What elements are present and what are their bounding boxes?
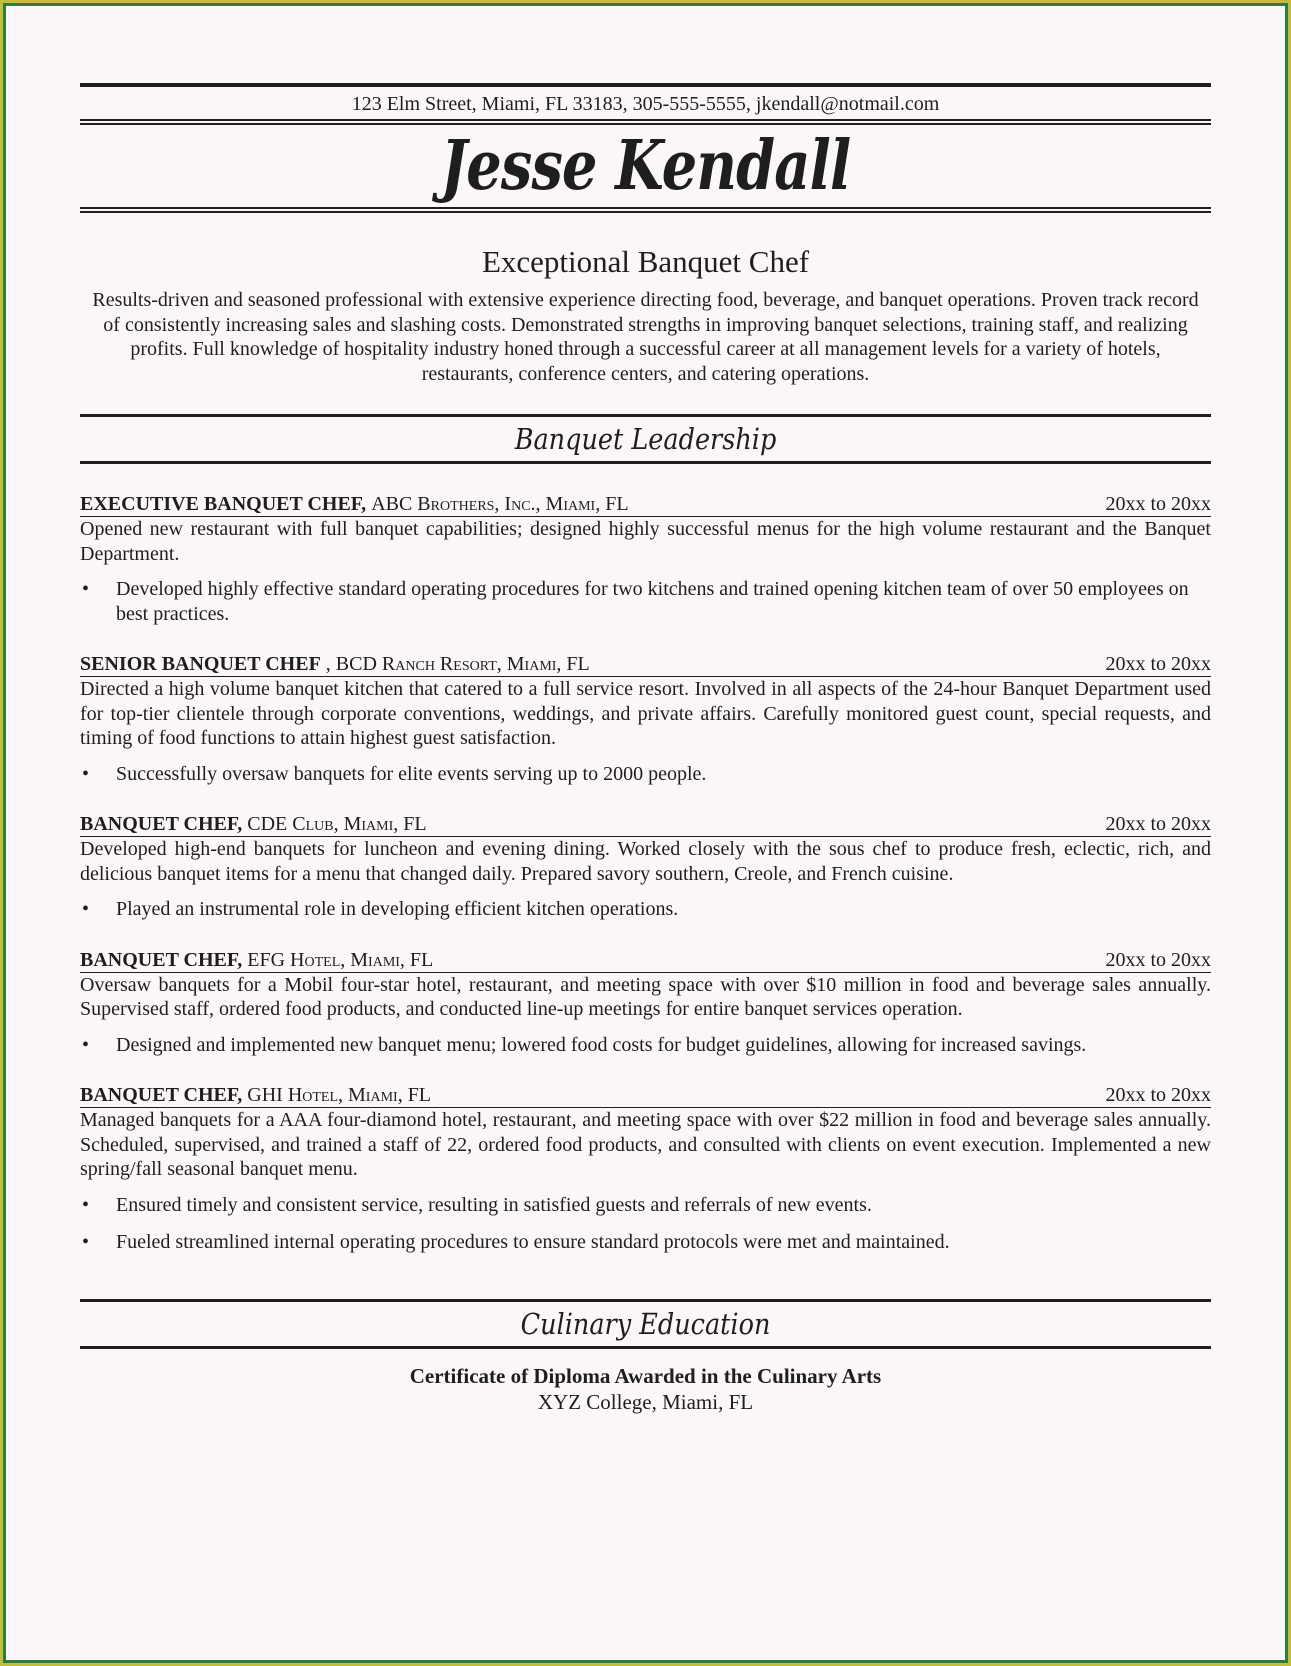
job-bullets	[80, 577, 1211, 626]
job-list	[80, 492, 1211, 1255]
job-entry	[80, 812, 1211, 922]
bullet-icon: •	[82, 578, 90, 600]
job-position	[80, 1083, 431, 1107]
bullet-icon: •	[82, 1033, 90, 1056]
bullet-icon: •	[82, 762, 90, 785]
job-position	[80, 948, 433, 972]
job-title: BANQUET CHEF,	[80, 1084, 243, 1106]
headline: Exceptional Banquet Chef	[481, 244, 810, 279]
bullet-item	[80, 1033, 1211, 1058]
section-title: Banquet Leadership	[514, 422, 777, 456]
bullet-icon: •	[82, 898, 90, 920]
bullet-item	[80, 897, 1211, 922]
job-organization: EFG Hotel, Miami, FL	[247, 948, 434, 971]
job-dates: 20xx to 20xx	[1105, 1084, 1211, 1106]
bullet-text: Played an instrumental role in developing efficient kitchen operations.	[116, 898, 679, 920]
name-rule	[80, 207, 1211, 213]
job-organization: CDE Club, Miami, FL	[247, 813, 427, 835]
job-position	[80, 492, 629, 516]
job-header	[80, 1083, 1211, 1108]
job-position	[80, 812, 427, 836]
job-title: EXECUTIVE BANQUET CHEF,	[80, 493, 367, 515]
job-header	[80, 812, 1211, 837]
bullet-item	[80, 577, 1211, 626]
resume-page	[80, 0, 1211, 1415]
bullet-text: Fueled streamlined internal operating procedures to ensure standard protocols were met and maintained.	[116, 1231, 950, 1253]
job-organization: ABC Brothers, Inc., Miami, FL	[371, 493, 629, 515]
candidate-name: Jesse Kendall	[440, 126, 851, 206]
job-entry	[80, 948, 1211, 1058]
section-title: Culinary Education	[520, 1306, 771, 1341]
school: XYZ College, Miami, FL	[537, 1389, 754, 1414]
job-entry	[80, 652, 1211, 786]
bullet-icon: •	[82, 1193, 90, 1216]
education-section	[80, 1299, 1211, 1349]
job-header	[80, 948, 1211, 973]
job-bullets	[80, 897, 1211, 922]
job-dates: 20xx to 20xx	[1105, 813, 1211, 835]
job-title: BANQUET CHEF,	[80, 948, 243, 971]
section-rule	[80, 1346, 1211, 1349]
bullet-text: Ensured timely and consistent service, resulting in satisfied guests and referrals of new events.	[116, 1193, 872, 1216]
job-title: BANQUET CHEF,	[80, 813, 243, 835]
job-dates: 20xx to 20xx	[1105, 493, 1211, 515]
bullet-item	[80, 1230, 1211, 1255]
job-description: Managed banquets for a AAA four-diamond hotel, restaurant, and meeting space with over $22 million in food and beverage sales annually. Scheduled, supervised, and trained a staff of 22, ordered food products, and consulted with clients on event execution. Implemented a new spring/fall seasonal banquet menu.	[80, 1109, 1211, 1180]
job-header	[80, 652, 1211, 677]
job-description: Directed a high volume banquet kitchen that catered to a full service resort. Involved in all aspects of the 24-hour Banquet Department used for top-tier clientele through corporate conventions, weddings, and private affairs. Carefully monitored guest count, special requests, and timing of food functions to attain highest guest satisfaction.	[80, 678, 1211, 749]
job-organization: , BCD Ranch Resort, Miami, FL	[325, 653, 590, 675]
contact-line: 123 Elm Street, Miami, FL 33183, 305-555-5555, jkendall@notmail.com	[351, 93, 940, 115]
section-rule	[80, 461, 1211, 464]
leadership-section	[80, 414, 1211, 464]
job-position	[80, 652, 590, 676]
job-entry	[80, 492, 1211, 626]
bullet-item	[80, 762, 1211, 787]
job-description: Oversaw banquets for a Mobil four-star hotel, restaurant, and meeting space with over $10 million in food and beverage sales annually. Supervised staff, ordered food products, and conducted line-up meetings for entire banquet services operation.	[80, 973, 1211, 1020]
bullet-text: Successfully oversaw banquets for elite events serving up to 2000 people.	[116, 762, 707, 785]
job-entry	[80, 1083, 1211, 1255]
job-bullets	[80, 762, 1211, 787]
bullet-text: Developed highly effective standard operating procedures for two kitchens and trained opening kitchen team of over 50 employees on best practices.	[116, 578, 1189, 625]
job-header	[80, 492, 1211, 517]
job-title: SENIOR BANQUET CHEF	[80, 653, 321, 675]
job-dates: 20xx to 20xx	[1105, 653, 1211, 675]
job-organization: GHI Hotel, Miami, FL	[247, 1084, 432, 1106]
bullet-icon: •	[82, 1231, 90, 1253]
job-description: Developed high-end banquets for luncheon and evening dining. Worked closely with the sous chef to produce fresh, eclectic, rich, and delicious banquet items for a menu that changed daily. Prepared savory southern, Creole, and French cuisine.	[80, 838, 1211, 885]
job-bullets	[80, 1033, 1211, 1058]
job-bullets	[80, 1193, 1211, 1255]
education-entry	[80, 1363, 1211, 1415]
certificate: Certificate of Diploma Awarded in the Culinary Arts	[409, 1363, 882, 1388]
job-description: Opened new restaurant with full banquet capabilities; designed highly successful menus for the high volume restaurant and the Banquet Department.	[80, 518, 1211, 565]
job-dates: 20xx to 20xx	[1105, 948, 1211, 971]
summary: Results-driven and seasoned professional with extensive experience directing food, beverage, and banquet operations. Proven track record of consistently increasing sales and slashing costs. Demonstrated strengths in improving banquet selections, training staff, and realizing profits. Full knowledge of hospitality industry honed through a successful career at all management levels for a variety of hotels, restaurants, conference centers, and catering operations.	[92, 289, 1199, 385]
bullet-text: Designed and implemented new banquet menu; lowered food costs for budget guidelines, allowing for increased savings.	[116, 1033, 1087, 1056]
bullet-item	[80, 1193, 1211, 1218]
